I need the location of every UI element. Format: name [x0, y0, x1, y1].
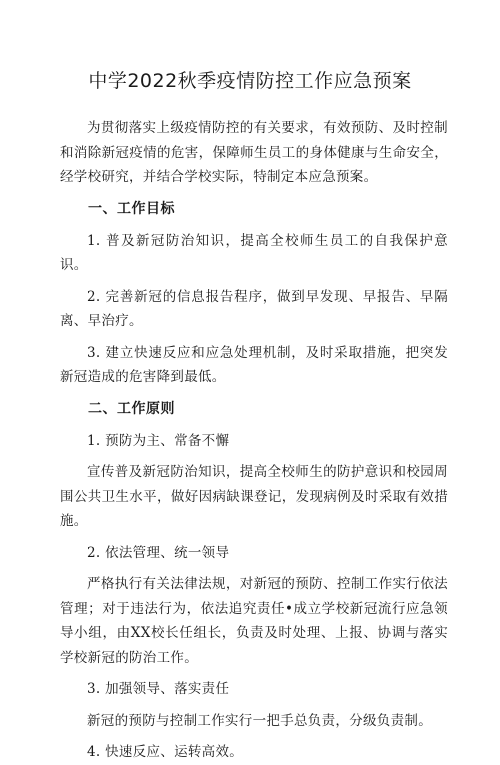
paragraph: 宣传普及新冠防治知识，提高全校师生的防护意识和校园周围公共卫生水平，做好因病缺课登记，发现病例及时采取有效措施。: [60, 464, 448, 529]
section-heading: 一、工作目标: [88, 200, 175, 217]
paragraph: 1. 预防为主、常备不懈: [87, 432, 230, 449]
document-body: [60, 116, 448, 765]
paragraph: 4. 快速反应、运转高效。: [87, 744, 244, 760]
paragraph: 2. 完善新冠的信息报告程序，做到早发现、早报告、早隔离、早治疗。: [60, 288, 448, 329]
paragraph: 3. 建立快速反应和应急处理机制，及时采取措施，把突发新冠造成的危害降到最低。: [60, 344, 448, 385]
paragraph: 2. 依法管理、统一领导: [87, 544, 230, 561]
paragraph: 3. 加强领导、落实责任: [87, 681, 230, 697]
paragraph: 1. 普及新冠防治知识，提高全校师生员工的自我保护意识。: [60, 232, 448, 273]
paragraph: 为贯彻落实上级疫情防控的有关要求，有效预防、及时控制和消除新冠疫情的危害，保障师生员工的身体健康与生命安全，经学校研究，并结合学校实际，特制定本应急预案。: [60, 120, 448, 185]
paragraph: 严格执行有关法律法规，对新冠的预防、控制工作实行依法管理；对于违法行为，依法追究责任•成立学校新冠流行应急领导小组，由XX校长任组长，负责及时处理、上报、协调与落实学校新冠的防治工作。: [60, 576, 448, 666]
document-title: 中学2022秋季疫情防控工作应急预案: [88, 70, 412, 92]
section-heading: 二、工作原则: [88, 400, 175, 417]
paragraph: 新冠的预防与控制工作实行一把手总负责，分级负责制。: [87, 712, 432, 729]
